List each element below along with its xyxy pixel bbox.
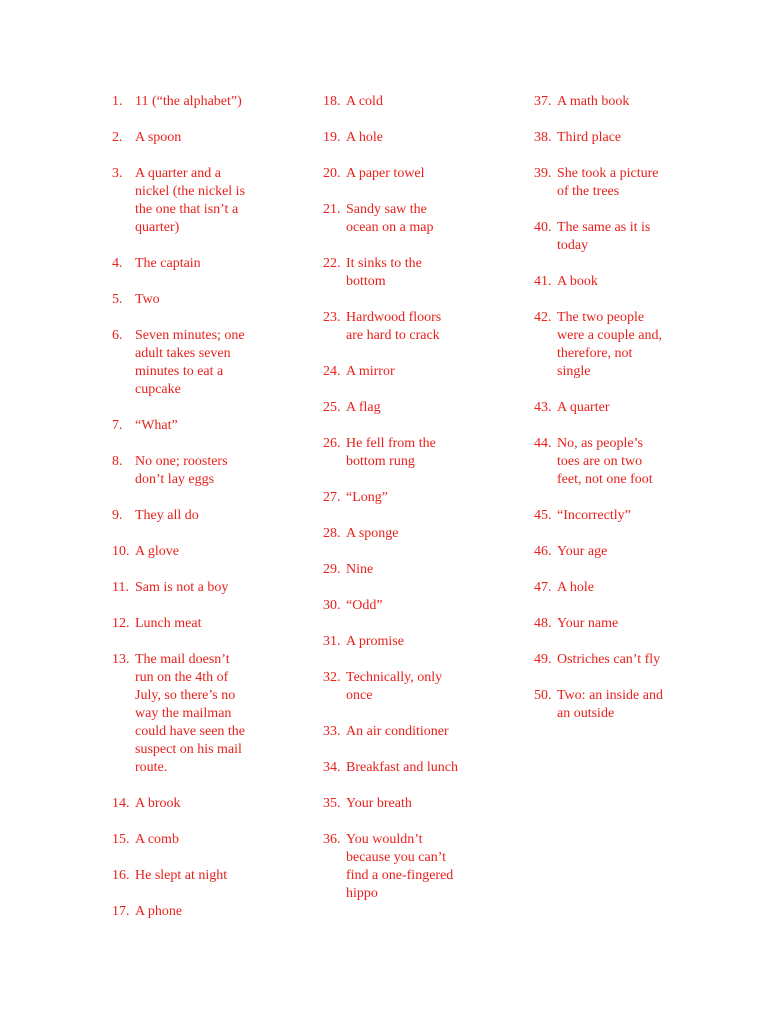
- answer-line: A quarter: [557, 400, 610, 415]
- answer-line: She took a picture: [557, 166, 659, 181]
- answer-item: [323, 363, 523, 381]
- answer-text: [135, 831, 179, 849]
- answer-line: could have seen the: [135, 724, 246, 739]
- answer-item: [323, 723, 523, 741]
- answer-item: [534, 579, 734, 597]
- answer-text: [346, 129, 383, 147]
- answer-line: Technically, only: [346, 670, 443, 685]
- answer-item: [323, 399, 523, 417]
- answer-text: [135, 417, 178, 435]
- answer-line: bottom rung: [346, 454, 415, 469]
- answer-line: hippo: [346, 886, 378, 901]
- answer-line: Nine: [346, 562, 374, 577]
- answer-item: [323, 795, 523, 813]
- answer-item: [112, 417, 312, 435]
- answer-item: [112, 93, 312, 111]
- answer-line: don’t lay eggs: [135, 472, 215, 487]
- answer-text: [557, 93, 629, 111]
- answer-item: [534, 399, 734, 417]
- answer-number: 4.: [112, 256, 123, 271]
- answer-text: [346, 561, 373, 579]
- answer-column-1: [112, 93, 312, 939]
- answer-number: 2.: [112, 130, 123, 145]
- answer-item: [323, 759, 523, 777]
- answer-line: A cold: [346, 94, 383, 109]
- answer-text: [135, 651, 245, 777]
- answer-text: [557, 435, 653, 489]
- answer-number: 45.: [534, 508, 552, 523]
- answer-line: “Incorrectly”: [557, 508, 631, 523]
- answer-text: [135, 453, 228, 489]
- answer-line: were a couple and,: [557, 328, 662, 343]
- answer-text: [135, 291, 160, 309]
- answer-line: Ostriches can’t fly: [557, 652, 661, 667]
- answer-item: [112, 291, 312, 309]
- answer-line: find a one-fingered: [346, 868, 454, 883]
- answer-number: 35.: [323, 796, 341, 811]
- answer-line: toes are on two: [557, 454, 643, 469]
- answer-text: [135, 579, 228, 597]
- answer-text: [557, 651, 660, 669]
- answer-line: “Odd”: [346, 598, 383, 613]
- answer-number: 25.: [323, 400, 341, 415]
- answer-number: 42.: [534, 310, 552, 325]
- answer-line: Two: [135, 292, 160, 307]
- answer-line: Your age: [557, 544, 608, 559]
- answer-number: 14.: [112, 796, 130, 811]
- answer-item: [323, 561, 523, 579]
- answer-text: [346, 759, 458, 777]
- answer-number: 28.: [323, 526, 341, 541]
- answer-number: 9.: [112, 508, 123, 523]
- answer-line: A flag: [346, 400, 381, 415]
- answer-number: 8.: [112, 454, 123, 469]
- answer-line: adult takes seven: [135, 346, 231, 361]
- answer-line: A spoon: [135, 130, 182, 145]
- answer-line: The same as it is: [557, 220, 651, 235]
- answer-text: [346, 201, 433, 237]
- answer-line: today: [557, 238, 589, 253]
- answer-text: [135, 93, 242, 111]
- answer-line: Seven minutes; one: [135, 328, 245, 343]
- answer-text: [346, 633, 404, 651]
- answer-line: 11 (“the alphabet”): [135, 94, 242, 109]
- answer-column-3: [534, 93, 734, 741]
- answer-line: the one that isn’t a: [135, 202, 239, 217]
- answer-line: “Long”: [346, 490, 388, 505]
- answer-text: [557, 687, 663, 723]
- answer-line: A paper towel: [346, 166, 425, 181]
- answer-text: [557, 579, 594, 597]
- answer-item: [323, 165, 523, 183]
- answer-line: ocean on a map: [346, 220, 434, 235]
- answer-item: [112, 651, 312, 777]
- answer-item: [534, 651, 734, 669]
- answer-number: 1.: [112, 94, 123, 109]
- answer-text: [557, 219, 650, 255]
- answer-number: 18.: [323, 94, 341, 109]
- answer-line: Third place: [557, 130, 622, 145]
- answer-number: 19.: [323, 130, 341, 145]
- answer-item: [534, 273, 734, 291]
- answer-line: No, as people’s: [557, 436, 643, 451]
- answer-item: [323, 255, 523, 291]
- answer-text: [557, 129, 621, 147]
- answer-text: [346, 255, 422, 291]
- answer-number: 29.: [323, 562, 341, 577]
- answer-text: [346, 723, 449, 741]
- answer-item: [534, 93, 734, 111]
- answer-item: [534, 165, 734, 201]
- answer-text: [135, 543, 179, 561]
- answer-line: Breakfast and lunch: [346, 760, 458, 775]
- answer-item: [323, 525, 523, 543]
- answer-number: 7.: [112, 418, 123, 433]
- answer-number: 41.: [534, 274, 552, 289]
- answer-number: 10.: [112, 544, 130, 559]
- answer-line: Your breath: [346, 796, 412, 811]
- answer-line: Your name: [557, 616, 619, 631]
- answer-number: 47.: [534, 580, 552, 595]
- answer-item: [112, 579, 312, 597]
- answer-number: 48.: [534, 616, 552, 631]
- answer-line: A hole: [346, 130, 383, 145]
- answer-number: 43.: [534, 400, 552, 415]
- answer-number: 44.: [534, 436, 552, 451]
- answer-line: an outside: [557, 706, 615, 721]
- answer-item: [534, 219, 734, 255]
- answer-number: 46.: [534, 544, 552, 559]
- answer-line: A promise: [346, 634, 404, 649]
- answer-item: [534, 687, 734, 723]
- answer-number: 17.: [112, 904, 130, 919]
- answer-item: [323, 831, 523, 903]
- answer-item: [323, 435, 523, 471]
- answer-text: [135, 165, 245, 237]
- answer-line: You wouldn’t: [346, 832, 423, 847]
- answer-line: because you can’t: [346, 850, 447, 865]
- answer-item: [112, 129, 312, 147]
- answer-number: 27.: [323, 490, 341, 505]
- answer-line: route.: [135, 760, 168, 775]
- answer-line: run on the 4th of: [135, 670, 229, 685]
- answer-text: [346, 435, 436, 471]
- answer-line: Lunch meat: [135, 616, 202, 631]
- answer-text: [346, 363, 395, 381]
- answer-item: [323, 201, 523, 237]
- answer-number: 24.: [323, 364, 341, 379]
- answer-line: It sinks to the: [346, 256, 422, 271]
- answer-number: 50.: [534, 688, 552, 703]
- answer-line: The two people: [557, 310, 645, 325]
- answer-item: [534, 435, 734, 489]
- answer-number: 22.: [323, 256, 341, 271]
- answer-text: [135, 867, 227, 885]
- answer-item: [534, 615, 734, 633]
- answer-line: A quarter and a: [135, 166, 221, 181]
- answer-item: [534, 507, 734, 525]
- answer-number: 11.: [112, 580, 129, 595]
- answer-line: suspect on his mail: [135, 742, 242, 757]
- answer-text: [557, 507, 631, 525]
- answer-line: of the trees: [557, 184, 620, 199]
- answer-line: The mail doesn’t: [135, 652, 230, 667]
- answer-item: [112, 543, 312, 561]
- answer-line: quarter): [135, 220, 180, 235]
- answer-line: feet, not one foot: [557, 472, 653, 487]
- answer-text: [346, 165, 425, 183]
- answer-number: 20.: [323, 166, 341, 181]
- answer-item: [323, 129, 523, 147]
- answer-text: [346, 795, 412, 813]
- answer-text: [346, 597, 383, 615]
- answer-item: [323, 309, 523, 345]
- answer-line: A mirror: [346, 364, 395, 379]
- answer-line: They all do: [135, 508, 199, 523]
- answer-line: nickel (the nickel is: [135, 184, 246, 199]
- answer-line: A comb: [135, 832, 179, 847]
- answer-item: [112, 795, 312, 813]
- answer-line: Hardwood floors: [346, 310, 442, 325]
- answer-number: 3.: [112, 166, 123, 181]
- answer-number: 30.: [323, 598, 341, 613]
- answer-number: 39.: [534, 166, 552, 181]
- answer-line: bottom: [346, 274, 386, 289]
- answer-item: [323, 669, 523, 705]
- answer-number: 36.: [323, 832, 341, 847]
- answer-item: [112, 615, 312, 633]
- answer-line: He fell from the: [346, 436, 436, 451]
- answer-number: 6.: [112, 328, 123, 343]
- answer-text: [135, 507, 199, 525]
- answer-number: 16.: [112, 868, 130, 883]
- answer-line: An air conditioner: [346, 724, 449, 739]
- answer-line: A brook: [135, 796, 181, 811]
- answer-number: 32.: [323, 670, 341, 685]
- answer-text: [346, 93, 383, 111]
- answer-text: [135, 903, 182, 921]
- answer-item: [323, 489, 523, 507]
- answer-line: cupcake: [135, 382, 181, 397]
- answer-text: [557, 615, 618, 633]
- answer-item: [112, 327, 312, 399]
- answer-line: are hard to crack: [346, 328, 440, 343]
- answer-text: [135, 327, 245, 399]
- answer-text: [346, 399, 381, 417]
- answer-text: [135, 129, 181, 147]
- answer-item: [323, 633, 523, 651]
- answer-line: single: [557, 364, 591, 379]
- answer-number: 5.: [112, 292, 123, 307]
- answer-line: A sponge: [346, 526, 399, 541]
- answer-number: 23.: [323, 310, 341, 325]
- answer-item: [112, 453, 312, 489]
- answer-number: 21.: [323, 202, 341, 217]
- answer-number: 31.: [323, 634, 341, 649]
- answer-text: [135, 255, 201, 273]
- answer-text: [557, 543, 607, 561]
- answer-text: [346, 309, 441, 345]
- answer-number: 26.: [323, 436, 341, 451]
- answer-text: [346, 525, 399, 543]
- answer-number: 15.: [112, 832, 130, 847]
- answer-text: [557, 165, 658, 201]
- answer-line: A book: [557, 274, 598, 289]
- answer-line: A phone: [135, 904, 183, 919]
- answer-line: Two: an inside and: [557, 688, 663, 703]
- answer-number: 37.: [534, 94, 552, 109]
- answer-text: [346, 669, 442, 705]
- answer-line: once: [346, 688, 373, 703]
- answer-line: July, so there’s no: [135, 688, 236, 703]
- answer-line: Sandy saw the: [346, 202, 427, 217]
- answer-item: [112, 867, 312, 885]
- answer-number: 34.: [323, 760, 341, 775]
- answer-line: A hole: [557, 580, 594, 595]
- answer-line: “What”: [135, 418, 178, 433]
- answer-number: 38.: [534, 130, 552, 145]
- answer-item: [112, 165, 312, 237]
- answer-number: 12.: [112, 616, 130, 631]
- answer-text: [557, 273, 598, 291]
- answer-line: therefore, not: [557, 346, 633, 361]
- answer-line: minutes to eat a: [135, 364, 224, 379]
- answer-column-2: [323, 93, 523, 921]
- answer-item: [323, 597, 523, 615]
- answer-line: He slept at night: [135, 868, 228, 883]
- answer-item: [534, 309, 734, 381]
- answer-item: [323, 93, 523, 111]
- answer-item: [534, 129, 734, 147]
- answer-item: [112, 255, 312, 273]
- answer-number: 33.: [323, 724, 341, 739]
- answer-number: 13.: [112, 652, 130, 667]
- answer-number: 49.: [534, 652, 552, 667]
- answer-item: [534, 543, 734, 561]
- answer-text: [557, 399, 609, 417]
- answer-item: [112, 831, 312, 849]
- answer-line: A glove: [135, 544, 179, 559]
- answer-text: [135, 795, 181, 813]
- answer-line: A math book: [557, 94, 630, 109]
- answer-number: 40.: [534, 220, 552, 235]
- answer-line: No one; roosters: [135, 454, 228, 469]
- answer-text: [135, 615, 201, 633]
- answer-line: Sam is not a boy: [135, 580, 229, 595]
- answer-text: [346, 489, 388, 507]
- answer-line: The captain: [135, 256, 201, 271]
- answer-text: [346, 831, 453, 903]
- answer-text: [557, 309, 662, 381]
- answer-item: [112, 507, 312, 525]
- answer-line: way the mailman: [135, 706, 232, 721]
- answer-item: [112, 903, 312, 921]
